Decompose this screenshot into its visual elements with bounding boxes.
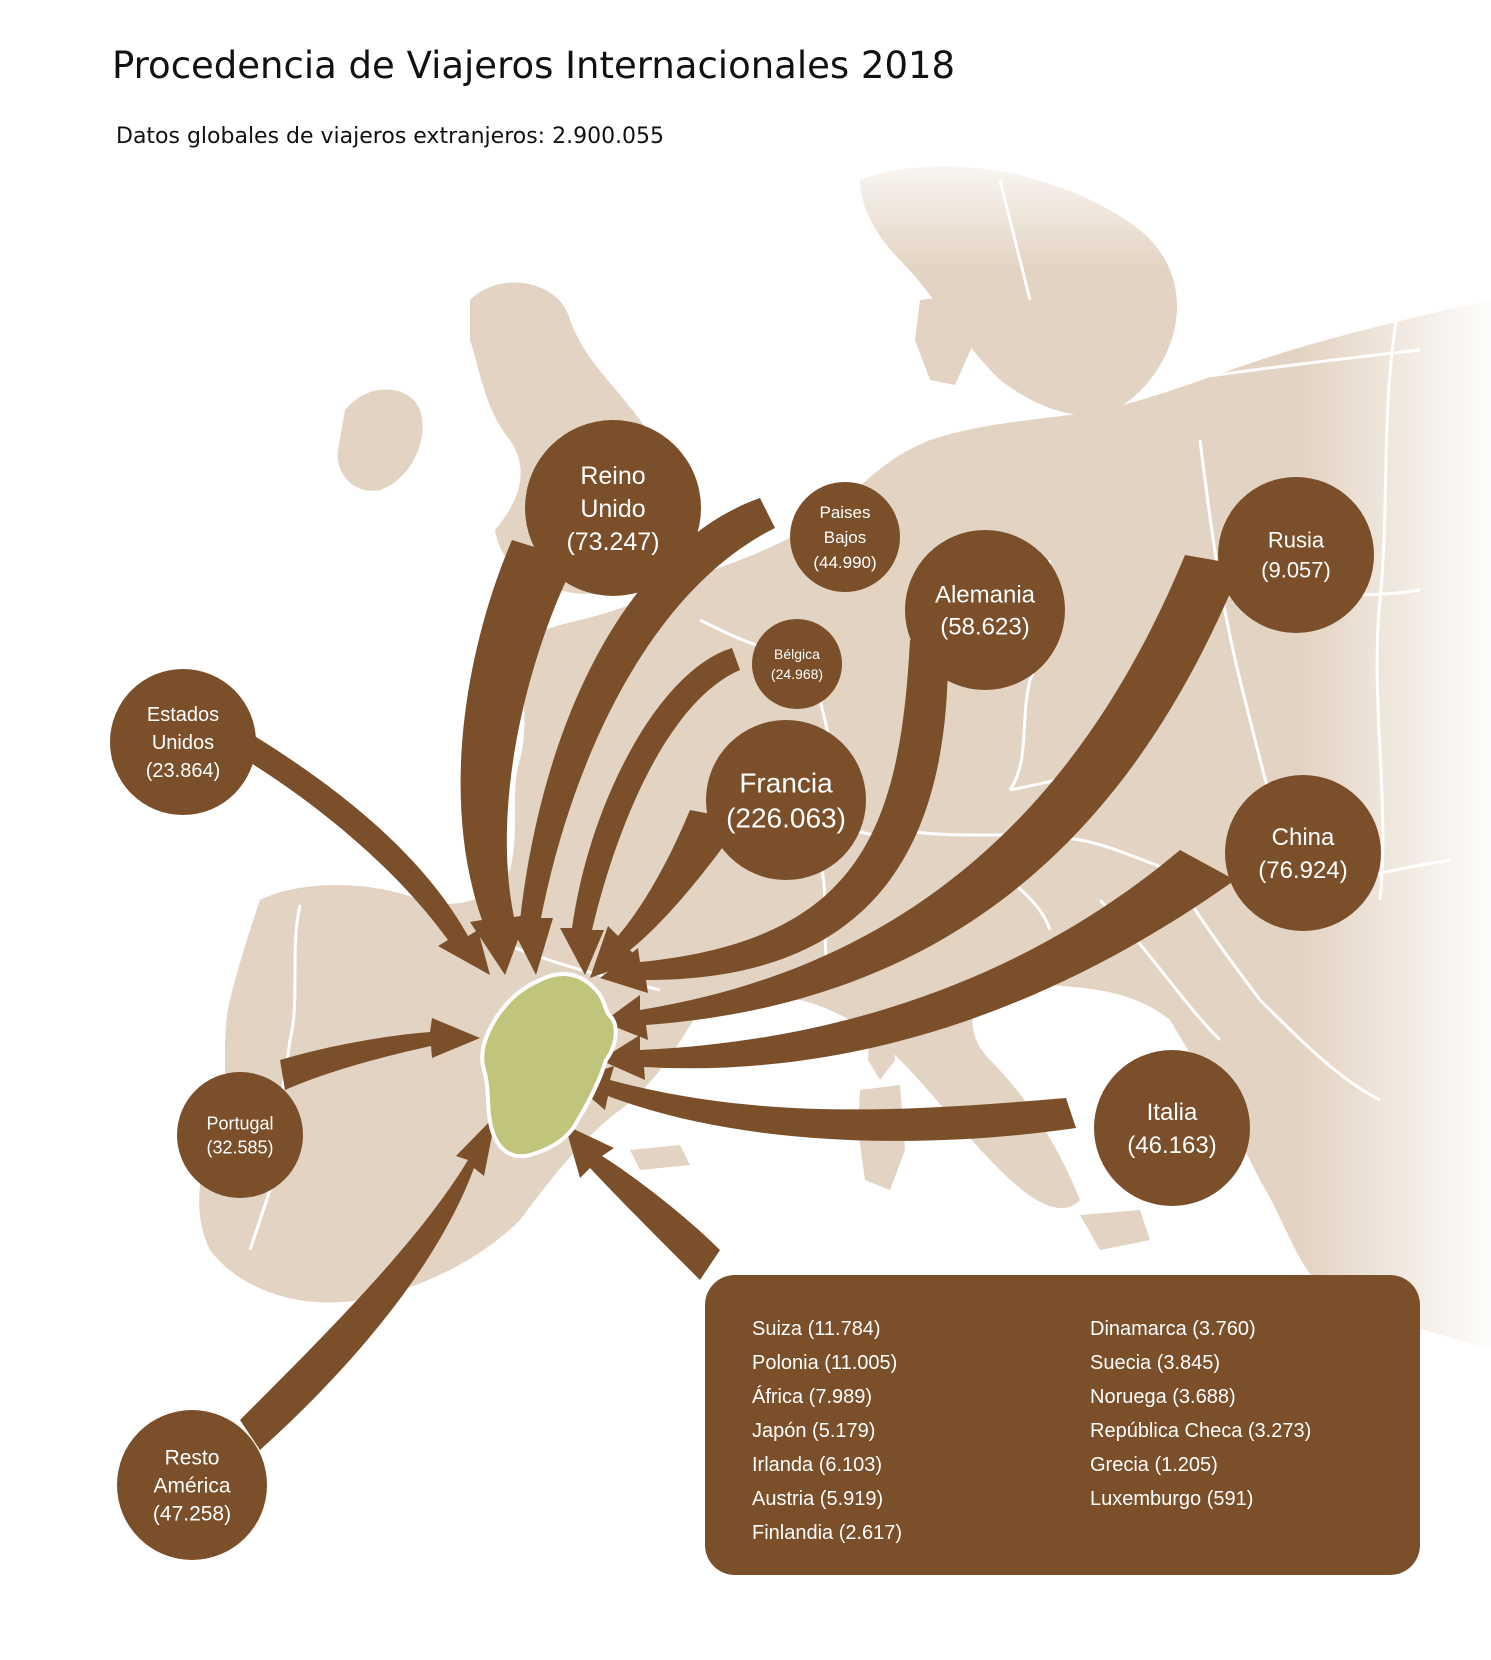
bubble-value-label: (46.163): [1127, 1131, 1217, 1159]
bubble-country-label: China: [1271, 823, 1335, 851]
bubble-value-label: (76.924): [1258, 856, 1348, 884]
map-subtitle: Datos globales de viajeros extranjeros: 2.900.055: [116, 124, 665, 149]
others-list-item: Suiza (11.784): [752, 1318, 881, 1340]
others-list-item: Grecia (1.205): [1090, 1454, 1218, 1476]
others-list-item: Polonia (11.005): [752, 1352, 898, 1374]
bubble-country-label: Unidos: [151, 732, 215, 754]
map-title: Procedencia de Viajeros Internacionales 2018: [112, 44, 956, 87]
bubble-circle: [905, 530, 1065, 690]
bubble-circle: [1218, 477, 1374, 633]
bubble-value-label: (23.864): [145, 760, 221, 782]
others-list-item: África (7.989): [752, 1386, 873, 1408]
bubble-country-label: Italia: [1146, 1098, 1198, 1126]
others-list-item: República Checa (3.273): [1090, 1420, 1312, 1442]
bubble-value-label: (9.057): [1261, 557, 1331, 583]
bubble-country-label: Reino: [580, 461, 646, 490]
ireland-land: [338, 389, 423, 490]
bubble-value-label: (44.990): [813, 552, 877, 572]
flow-arrow-otros: [565, 1125, 720, 1280]
bubble-circle: [1094, 1050, 1250, 1206]
map-fade-top: [300, 150, 1491, 270]
bubble-italia: [1094, 1050, 1250, 1206]
balearic-land: [630, 1145, 690, 1170]
bubble-country-label: Alemania: [934, 581, 1036, 609]
bubble-rusia: [1218, 477, 1374, 633]
bubble-value-label: (24.968): [770, 665, 824, 682]
others-list-item: Finlandia (2.617): [752, 1522, 903, 1544]
bubble-country-label: Francia: [739, 767, 833, 799]
bubble-circle: [1225, 775, 1381, 931]
others-list-item: Noruega (3.688): [1090, 1386, 1236, 1408]
bubble-china: [1225, 775, 1381, 931]
bubble-value-label: (32.585): [206, 1137, 274, 1158]
bubble-value-label: (58.623): [940, 613, 1030, 641]
bubble-portugal: [177, 1072, 303, 1198]
others-box: [705, 1275, 1420, 1575]
others-list-item: Japón (5.179): [752, 1420, 876, 1442]
others-list-item: Suecia (3.845): [1090, 1352, 1221, 1374]
bubble-estados-unidos: [110, 669, 256, 815]
bubble-value-label: (47.258): [152, 1502, 232, 1526]
bubble-circle: [706, 720, 866, 880]
bubble-country-label: Resto: [164, 1446, 220, 1470]
others-list-item: Austria (5.919): [752, 1488, 884, 1510]
bubble-country-label: Estados: [146, 704, 220, 726]
bubble-belgica: [752, 619, 842, 709]
bubble-country-label: Rusia: [1267, 527, 1325, 553]
bubble-paises-bajos: [790, 482, 900, 592]
others-list-item: Luxemburgo (591): [1090, 1488, 1254, 1510]
bubble-value-label: (226.063): [726, 802, 846, 834]
bubble-country-label: Portugal: [206, 1113, 274, 1134]
bubble-francia: [706, 720, 866, 880]
bubble-circle: [177, 1072, 303, 1198]
bubble-resto-america: [117, 1410, 267, 1560]
others-list-item: Irlanda (6.103): [752, 1454, 883, 1476]
bubble-country-label: América: [153, 1474, 231, 1498]
others-list-item: Dinamarca (3.760): [1090, 1318, 1256, 1340]
bubble-value-label: (73.247): [566, 527, 660, 556]
bubble-country-label: Paises: [819, 502, 871, 522]
bubble-country-label: Unido: [580, 494, 646, 523]
bubble-country-label: Bajos: [823, 527, 867, 547]
bubble-reino-unido: [525, 420, 701, 596]
bubble-circle: [752, 619, 842, 709]
bubble-alemania: [905, 530, 1065, 690]
sicily-land: [1080, 1210, 1150, 1250]
bubble-country-label: Bélgica: [774, 645, 820, 662]
